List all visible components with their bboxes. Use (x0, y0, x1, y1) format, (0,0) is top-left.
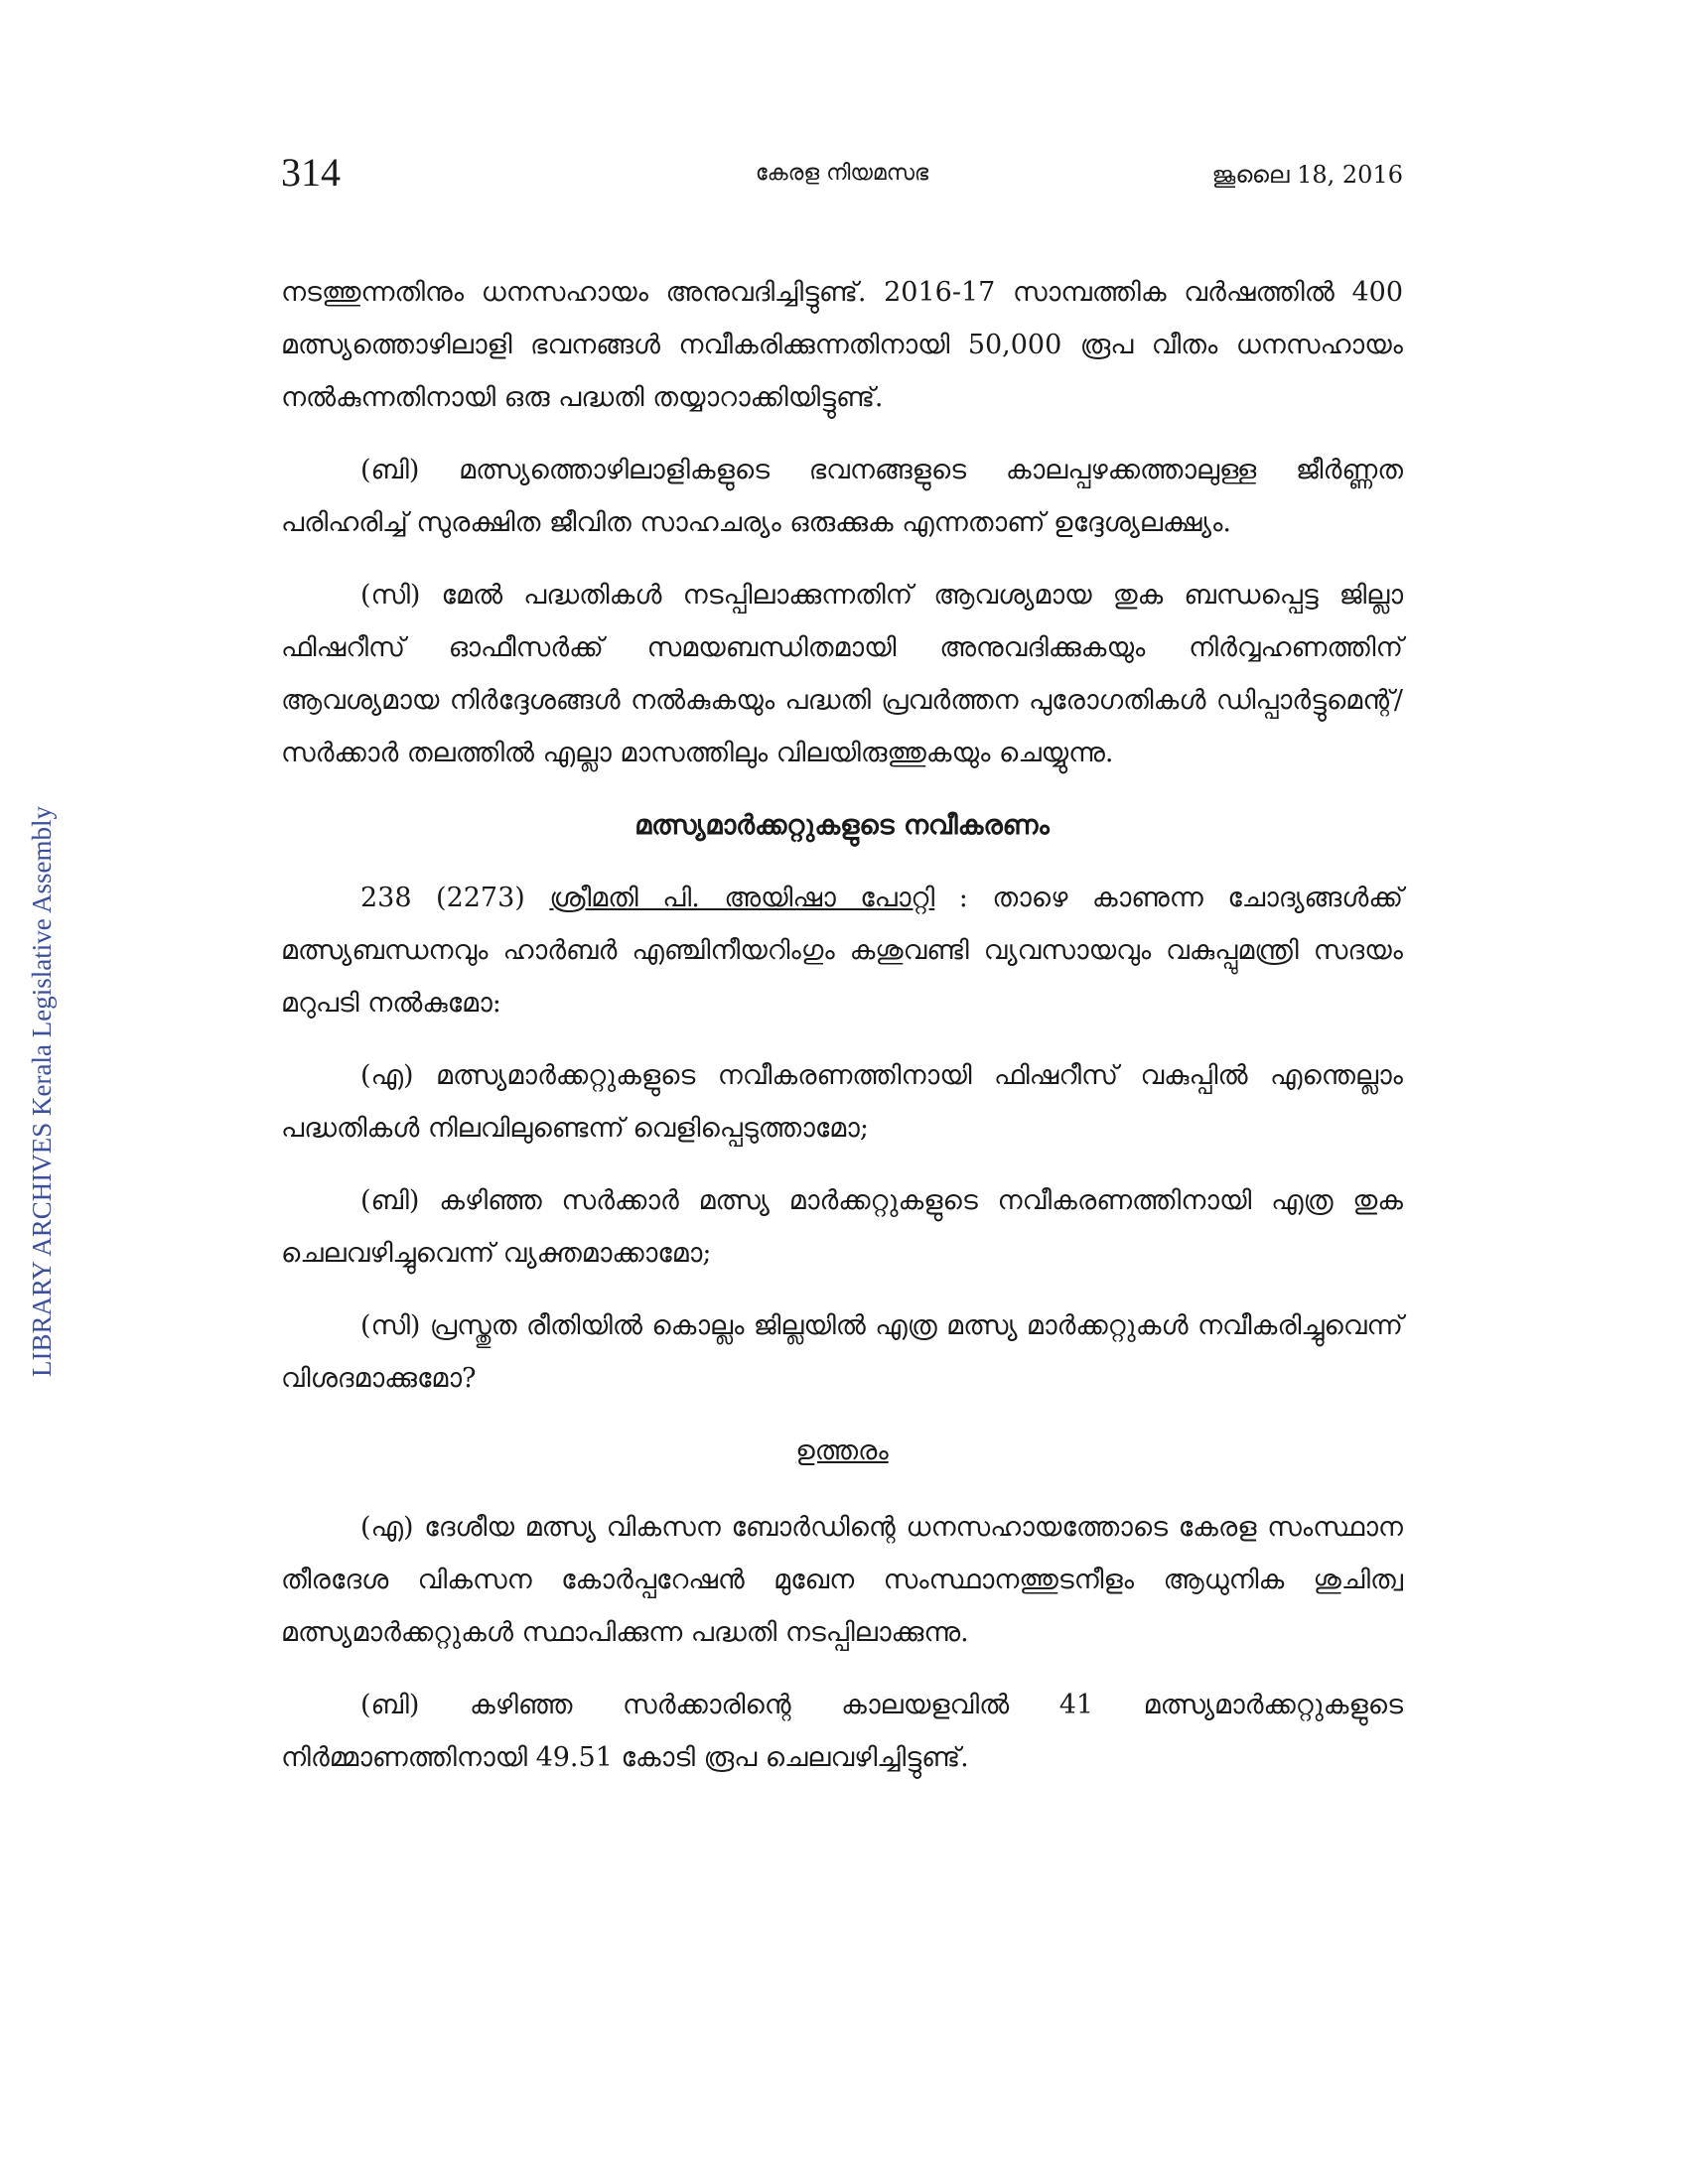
question-a: (എ) മത്സ്യമാർക്കറ്റുകളുടെ നവീകരണത്തിനായി ഫിഷറീസ് വകുപ്പിൽ എന്തെല്ലാം പദ്ധതികൾ നിലവിലുണ്ടെന്ന് വെളിപ്പെടുത്താമോ; (281, 1060, 1403, 1144)
question-intro (281, 872, 1403, 1029)
question-number: 238 (2273) (360, 883, 525, 913)
library-archives-watermark: LIBRARY ARCHIVES Kerala Legislative Assembly (27, 806, 57, 1378)
header-date: ജൂലൈ 18, 2016 (1211, 161, 1403, 189)
member-name: ശ്രീമതി പി. അയിഷാ പോറ്റി (549, 883, 935, 913)
answer-heading: ഉത്തരം (795, 1435, 889, 1466)
paragraph-continued: നടത്തുന്നതിനും ധനസഹായം അനുവദിച്ചിട്ടുണ്ട്. 2016-17 സാമ്പത്തിക വർഷത്തിൽ 400 മത്സ്യത്തൊഴിലാളി ഭവനങ്ങൾ നവീകരിക്കുന്നതിനായി 50,000 രൂപ വീതം ധനസഹായം നൽകുന്നതിനായി ഒരു പദ്ധതി തയ്യാറാക്കിയിട്ടുണ്ട്. (281, 277, 1403, 413)
paragraph-c: (സി) മേൽ പദ്ധതികൾ നടപ്പിലാക്കുന്നതിന് ആവശ്യമായ തുക ബന്ധപ്പെട്ട ജില്ലാ ഫിഷറീസ് ഓഫീസർക്ക് സമയബന്ധിതമായി അനുവദിക്കുകയും നിർവ്വഹണത്തിന് ആവശ്യമായ നിർദ്ദേശങ്ങൾ നൽകുകയും പദ്ധതി പ്രവർത്തന പുരോഗതികൾ ഡിപ്പാർട്ടുമെന്റ്/സർക്കാർ തലത്തിൽ എല്ലാ മാസത്തിലും വിലയിരുത്തുകയും ചെയ്യുന്നു. (281, 580, 1403, 768)
question-c: (സി) പ്രസ്തുത രീതിയിൽ കൊല്ലം ജില്ലയിൽ എത്ര മത്സ്യ മാർക്കറ്റുകൾ നവീകരിച്ചുവെന്ന് വിശദമാക്കുമോ? (281, 1310, 1403, 1394)
page-body (281, 266, 1403, 1804)
running-title: കേരള നിയമസഭ (755, 161, 929, 186)
question-b: (ബി) കഴിഞ്ഞ സർക്കാർ മത്സ്യ മാർക്കറ്റുകളുടെ നവീകരണത്തിനായി എത്ര തുക ചെലവഴിച്ചുവെന്ന് വ്യക്തമാക്കാമോ; (281, 1185, 1403, 1269)
answer-b: (ബി) കഴിഞ്ഞ സർക്കാരിന്റെ കാലയളവിൽ 41 മത്സ്യമാർക്കറ്റുകളുടെ നിർമ്മാണത്തിനായി 49.51 കോടി രൂപ ചെലവഴിച്ചിട്ടുണ്ട്. (281, 1690, 1403, 1773)
paragraph-b: (ബി) മത്സ്യത്തൊഴിലാളികളുടെ ഭവനങ്ങളുടെ കാലപ്പഴക്കത്താലുള്ള ജീർണ്ണത പരിഹരിച്ച് സുരക്ഷിത ജീവിത സാഹചര്യം ഒരുക്കുക എന്നതാണ് ഉദ്ദേശ്യലക്ഷ്യം. (281, 455, 1403, 538)
question-text: : താഴെ കാണുന്ന ചോദ്യങ്ങൾക്ക് മത്സ്യബന്ധനവും ഹാർബർ എഞ്ചിനീയറിംഗും കശുവണ്ടി വ്യവസായവും വകുപ്പുമന്ത്രി സദയം മറുപടി നൽകുമോ: (281, 883, 1403, 1019)
section-heading: മത്സ്യമാർക്കറ്റുകളുടെ നവീകരണം (634, 810, 1050, 841)
answer-a: (എ) ദേശീയ മത്സ്യ വികസന ബോർഡിന്റെ ധനസഹായത്തോടെ കേരള സംസ്ഥാന തീരദേശ വികസന കോർപ്പറേഷൻ മുഖേന സംസ്ഥാനത്തുടനീളം ആധുനിക ശുചിത്വ മത്സ്യമാർക്കറ്റുകൾ സ്ഥാപിക്കുന്ന പദ്ധതി നടപ്പിലാക്കുന്നു. (281, 1512, 1403, 1648)
page-header (281, 149, 1403, 208)
page-number: 314 (281, 150, 341, 195)
